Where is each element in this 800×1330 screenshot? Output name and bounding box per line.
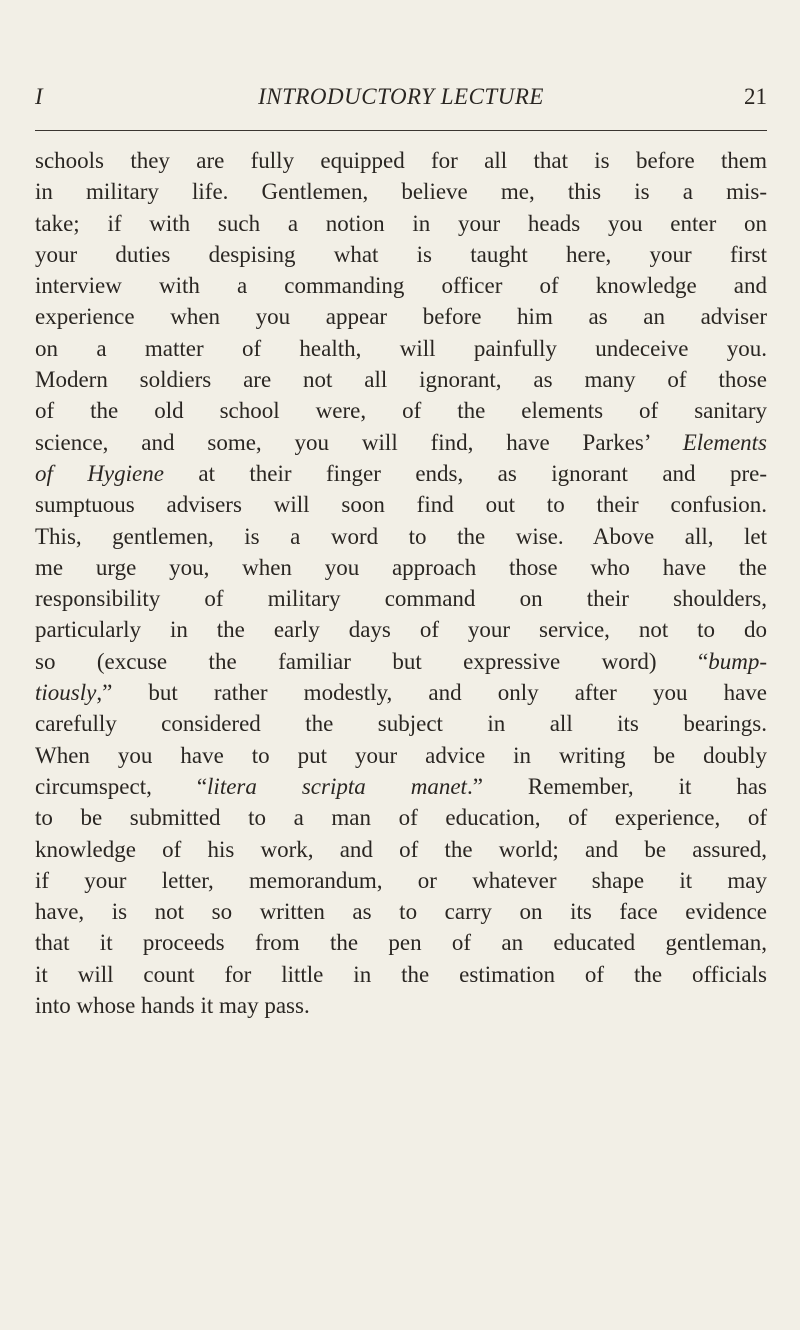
text-line: of the old school were, of the elements of sanitary	[35, 398, 767, 424]
text-line: in military life. Gentlemen, believe me, this is a mis-	[35, 179, 767, 205]
text-line: it will count for little in the estimation of the officials	[35, 961, 767, 987]
text-line: experience when you appear before him as an adviser	[35, 304, 767, 330]
text-line: so (excuse the familiar but expressive word) “bump-	[35, 648, 767, 674]
text-line: particularly in the early days of your service, not to do	[35, 617, 767, 643]
text-line: This, gentlemen, is a word to the wise. Above all, let	[35, 523, 767, 549]
text-line: into whose hands it may pass.	[35, 993, 310, 1019]
italic-latin-phrase: litera scripta manet	[207, 773, 467, 799]
text-line: that it proceeds from the pen of an educated gentleman,	[35, 930, 767, 956]
italic-word: bump-	[708, 648, 767, 674]
text-line: interview with a commanding officer of knowledge and	[35, 273, 767, 299]
italic-book-title: Elements	[682, 429, 767, 455]
text-line: schools they are fully equipped for all that is before them	[35, 148, 767, 173]
text-line: carefully considered the subject in all its bearings.	[35, 711, 767, 737]
running-title: INTRODUCTORY LECTURE	[258, 84, 544, 109]
text-line: your duties despising what is taught here, your first	[35, 241, 767, 267]
text-line: When you have to put your advice in writing be doubly	[35, 742, 767, 768]
text-line: responsibility of military command on their shoulders,	[35, 586, 767, 612]
header-rule	[35, 130, 767, 131]
text-line: sumptuous advisers will soon find out to their confusion.	[35, 492, 767, 518]
text-line: take; if with such a notion in your heads you enter on	[35, 210, 767, 236]
page-number: 21	[744, 84, 767, 109]
chapter-number: I	[35, 84, 43, 109]
italic-word: tiously	[35, 680, 97, 706]
running-head	[35, 84, 767, 114]
text-line: circumspect, “litera scripta manet.” Remember, it has	[35, 773, 767, 799]
text-line: have, is not so written as to carry on its face evidence	[35, 899, 767, 925]
text-line: Modern soldiers are not all ignorant, as many of those	[35, 367, 767, 393]
text-line: on a matter of health, will painfully undeceive you.	[35, 335, 767, 361]
text-line: knowledge of his work, and of the world; and be assured,	[35, 836, 767, 862]
text-line: if your letter, memorandum, or whatever shape it may	[35, 867, 767, 893]
body-paragraph	[35, 145, 767, 1021]
text-line: to be submitted to a man of education, of experience, of	[35, 805, 767, 831]
text-line: of Hygiene at their finger ends, as ignorant and pre-	[35, 460, 767, 486]
text-line: me urge you, when you approach those who have the	[35, 554, 767, 580]
italic-book-title: of Hygiene	[35, 460, 164, 486]
text-line: tiously,” but rather modestly, and only after you have	[35, 680, 767, 706]
text-line: science, and some, you will find, have Parkes’ Elements	[35, 429, 767, 455]
